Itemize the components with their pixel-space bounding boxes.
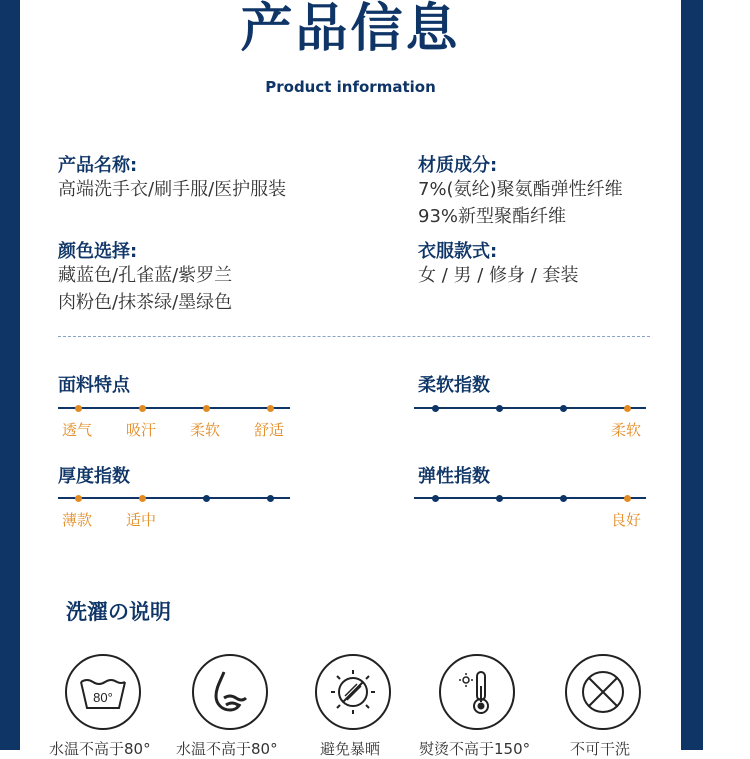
fabric-scale-label: 面料特点 — [58, 375, 130, 396]
softness-scale-dot — [496, 405, 503, 412]
style-value: 女 / 男 / 修身 / 套装 — [418, 265, 579, 286]
fabric-scale-dot — [267, 405, 274, 412]
softness-scale-dot — [560, 405, 567, 412]
elasticity-scale-dot — [432, 495, 439, 502]
page-title: 产品信息 — [240, 0, 461, 59]
product-info-panel — [20, 0, 681, 758]
wash-tub-icon — [65, 654, 141, 730]
elasticity-scale-dot — [624, 495, 631, 502]
color-line-1: 藏蓝色/孔雀蓝/紫罗兰 — [58, 265, 233, 286]
no-dry-clean-icon — [565, 654, 641, 730]
frame-outer-margin — [703, 0, 750, 750]
fabric-tick-label: 舒适 — [254, 421, 285, 439]
material-label: 材质成分: — [418, 155, 498, 176]
softness-scale-label: 柔软指数 — [418, 375, 490, 396]
thickness-tick-label: 适中 — [126, 511, 157, 529]
elasticity-end-label: 良好 — [611, 511, 642, 529]
fabric-tick-label: 透气 — [62, 421, 93, 439]
material-line-1: 7%(氨纶)聚氨酯弹性纤维 — [418, 179, 623, 200]
fabric-scale-line — [58, 407, 290, 409]
fabric-scale-dot — [203, 405, 210, 412]
thickness-scale-dot — [203, 495, 210, 502]
frame-right-border — [681, 0, 703, 750]
page-subtitle: Product information — [265, 78, 436, 96]
elasticity-scale-dot — [496, 495, 503, 502]
product-name-value: 高端洗手衣/刷手服/医护服装 — [58, 179, 287, 200]
elasticity-scale-label: 弹性指数 — [418, 466, 490, 487]
fabric-tick-label: 柔软 — [190, 421, 221, 439]
softness-end-label: 柔软 — [611, 421, 642, 439]
elasticity-scale-dot — [560, 495, 567, 502]
softness-scale-line — [414, 407, 646, 409]
no-sun-icon — [315, 654, 391, 730]
thickness-scale-line — [58, 497, 290, 499]
thermometer-icon — [439, 654, 515, 730]
material-line-2: 93%新型聚酯纤维 — [418, 206, 567, 227]
washing-section-title: 洗濯の说明 — [66, 600, 171, 624]
thickness-scale-dot — [75, 495, 82, 502]
color-label: 颜色选择: — [58, 241, 138, 262]
frame-left-border — [0, 0, 20, 750]
fabric-scale-dot — [139, 405, 146, 412]
fabric-tick-label: 吸汗 — [126, 421, 157, 439]
water-drop-icon — [192, 654, 268, 730]
softness-scale-dot — [432, 405, 439, 412]
elasticity-scale-line — [414, 497, 646, 499]
care-text-no-dry-clean: 不可干洗 — [570, 740, 631, 758]
wash-temp-label: 80° — [93, 690, 113, 705]
care-text-wash-temp: 水温不高于80° — [49, 740, 151, 758]
thickness-scale-dot — [139, 495, 146, 502]
dashed-divider — [58, 336, 650, 337]
color-line-2: 肉粉色/抹茶绿/墨绿色 — [58, 292, 233, 313]
thickness-scale-label: 厚度指数 — [58, 466, 130, 487]
care-text-avoid-sun: 避免暴晒 — [320, 740, 381, 758]
style-label: 衣服款式: — [418, 241, 498, 262]
product-name-label: 产品名称: — [58, 155, 138, 176]
care-text-water-temp: 水温不高于80° — [176, 740, 278, 758]
thickness-tick-label: 薄款 — [62, 511, 93, 529]
fabric-scale-dot — [75, 405, 82, 412]
softness-scale-dot — [624, 405, 631, 412]
care-text-ironing: 熨烫不高于150° — [419, 740, 531, 758]
thickness-scale-dot — [267, 495, 274, 502]
